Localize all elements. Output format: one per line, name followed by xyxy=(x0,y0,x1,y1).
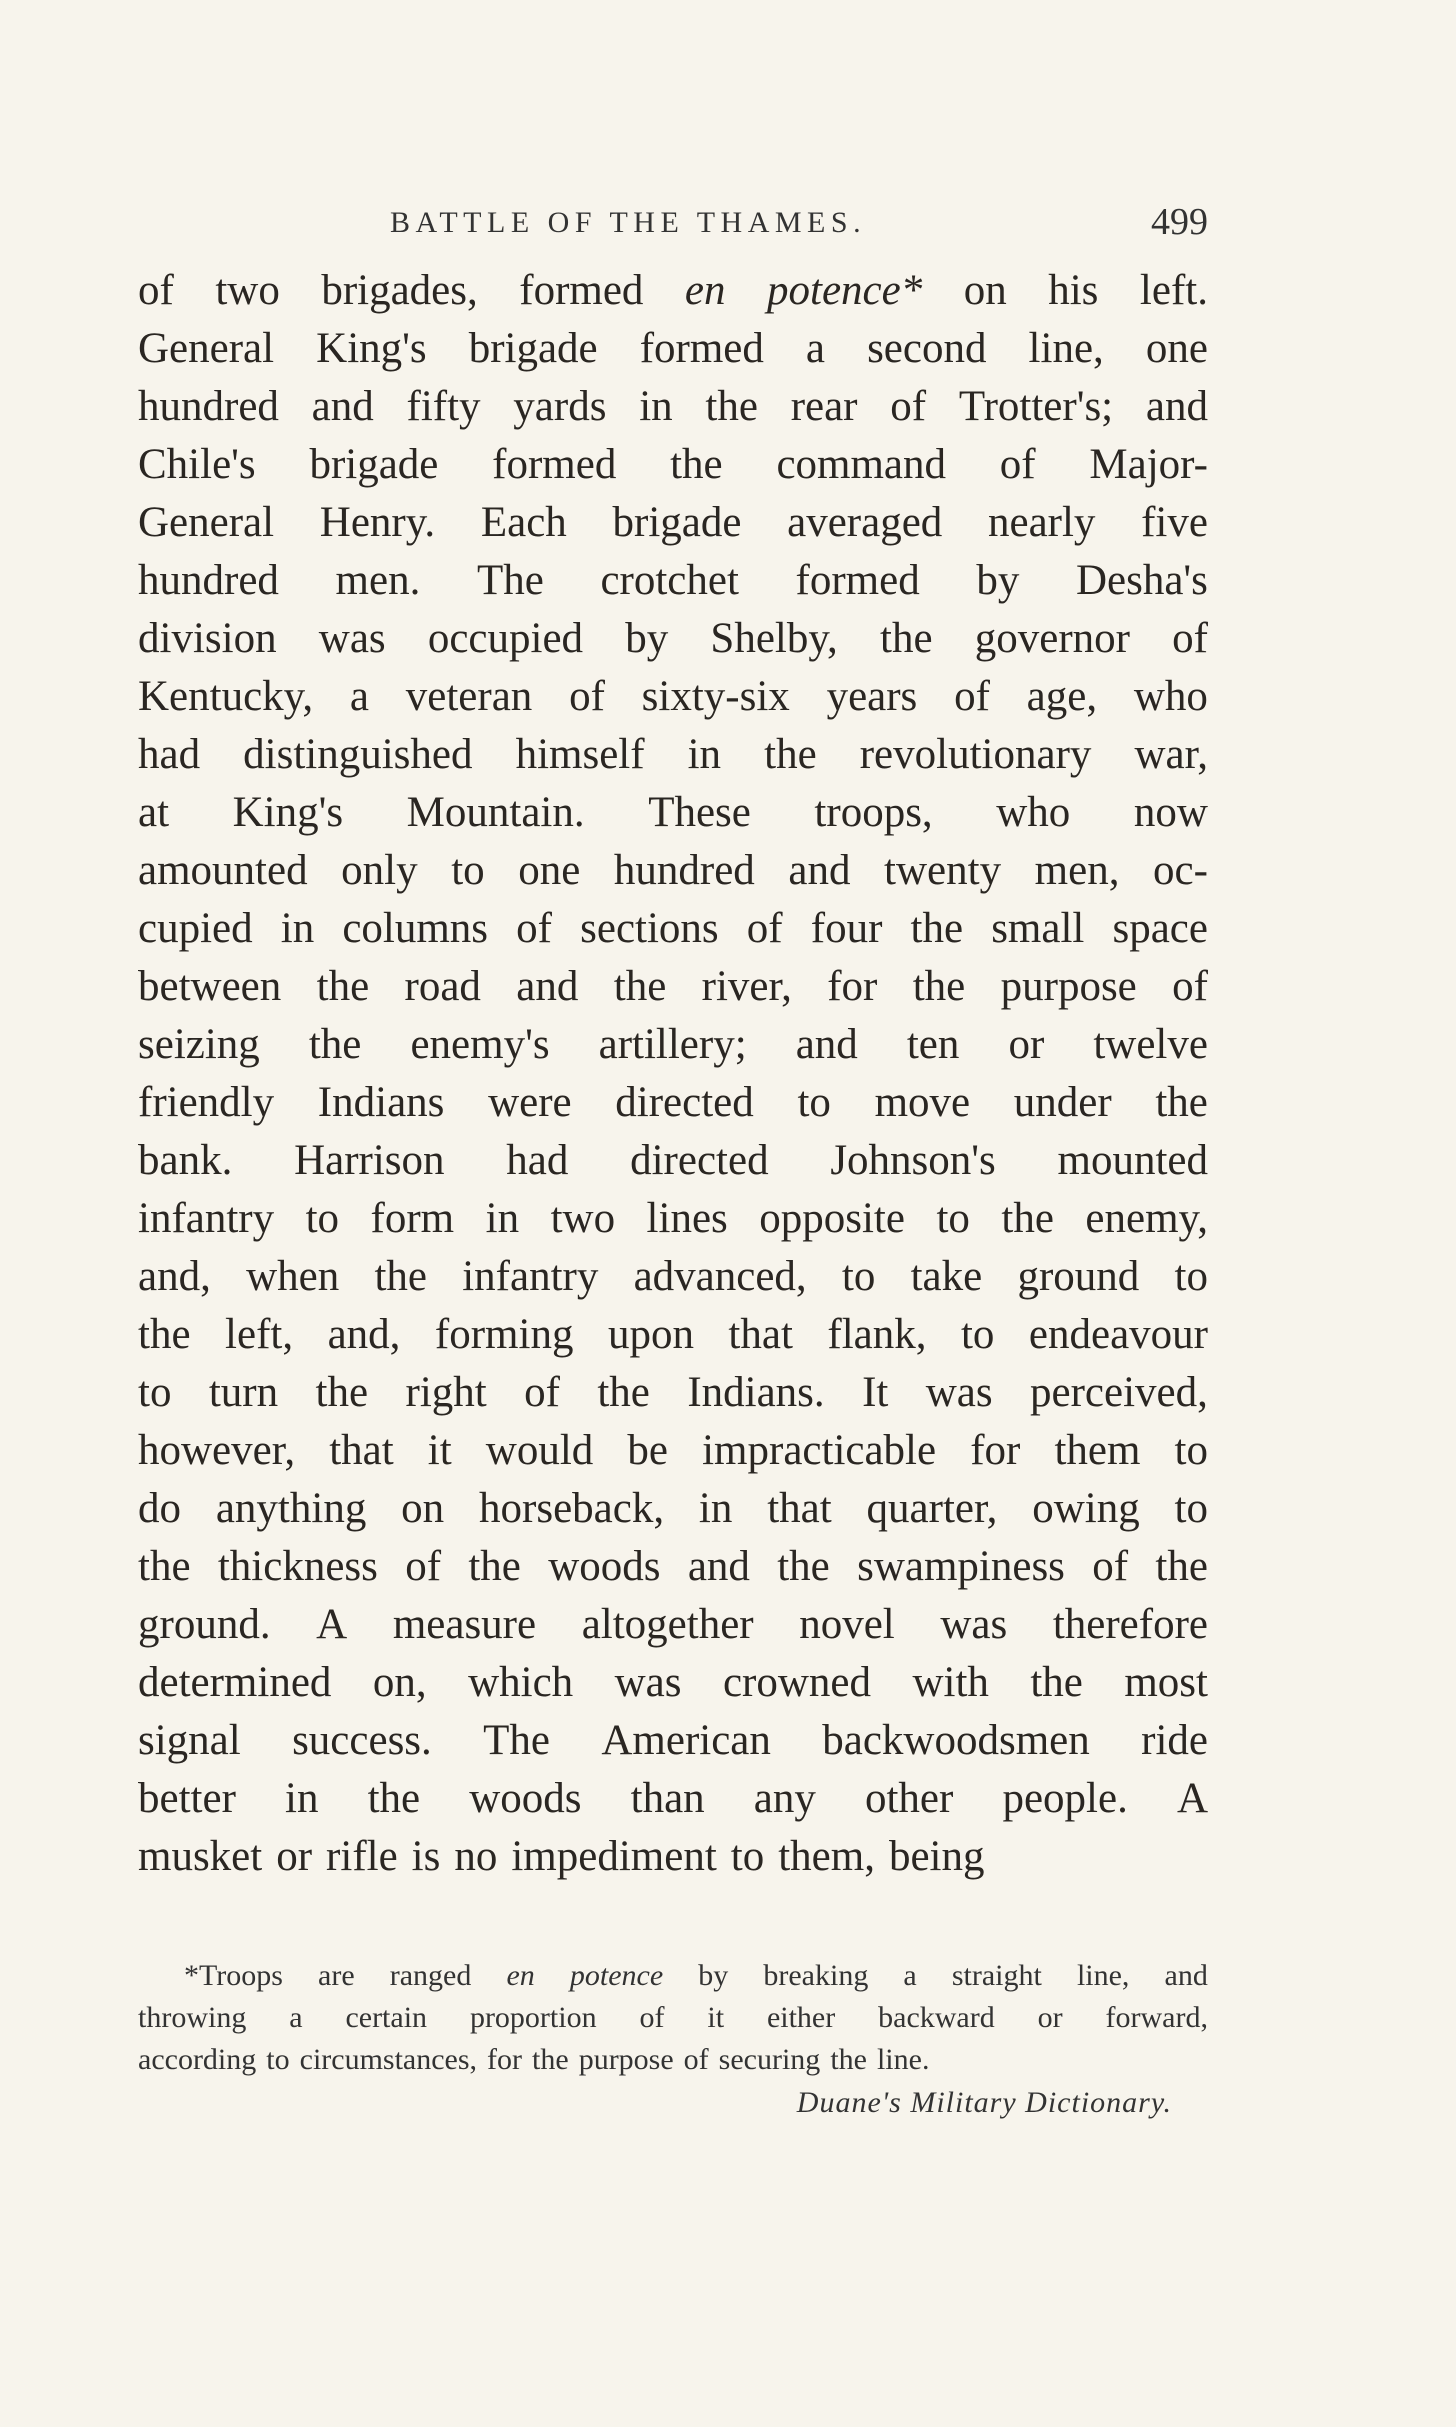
footnote-line: according to circumstances, for the purpose of securing the line. xyxy=(138,2043,930,2076)
text-line: had distinguished himself in the revolutionary war, xyxy=(138,731,1208,778)
page-number: 499 xyxy=(1151,201,1208,243)
running-head: BATTLE OF THE THAMES. xyxy=(390,206,867,239)
text-line: hundred men. The crotchet formed by Desha's xyxy=(138,557,1208,604)
text-line: cupied in columns of sections of four the small space xyxy=(138,905,1208,952)
text-line: at King's Mountain. These troops, who now xyxy=(138,789,1208,836)
text-line: determined on, which was crowned with the most xyxy=(138,1659,1208,1706)
text-line: the left, and, forming upon that flank, to endeavour xyxy=(138,1311,1208,1358)
text-line: and, when the infantry advanced, to take ground to xyxy=(138,1253,1208,1300)
text-line: better in the woods than any other people. A xyxy=(138,1775,1208,1822)
text-line: amounted only to one hundred and twenty men, oc- xyxy=(138,847,1208,894)
text-line: friendly Indians were directed to move under the xyxy=(138,1079,1208,1126)
text-line: of two brigades, formed en potence* on his left. xyxy=(138,267,1208,314)
text-line: division was occupied by Shelby, the governor of xyxy=(138,615,1208,662)
text-line: Chile's brigade formed the command of Major- xyxy=(138,441,1208,488)
text-line: signal success. The American backwoodsmen ride xyxy=(138,1717,1208,1764)
text-line: musket or rifle is no impediment to them, being xyxy=(138,1833,985,1880)
footnote-line: throwing a certain proportion of it either backward or forward, xyxy=(138,2001,1208,2034)
text-line: infantry to form in two lines opposite to the enemy, xyxy=(138,1195,1208,1242)
footnote xyxy=(138,1955,1208,2125)
text-line: the thickness of the woods and the swampiness of the xyxy=(138,1543,1208,1590)
text-line: seizing the enemy's artillery; and ten or twelve xyxy=(138,1021,1208,1068)
text-line: do anything on horseback, in that quarter, owing to xyxy=(138,1485,1208,1532)
text-line: between the road and the river, for the purpose of xyxy=(138,963,1208,1010)
text-line: to turn the right of the Indians. It was perceived, xyxy=(138,1369,1208,1416)
text-line: Kentucky, a veteran of sixty-six years of age, who xyxy=(138,673,1208,720)
text-line: ground. A measure altogether novel was therefore xyxy=(138,1601,1208,1648)
footnote-source: Duane's Military Dictionary. xyxy=(796,2086,1172,2119)
page-header xyxy=(138,202,1208,252)
text-line: however, that it would be impracticable for them to xyxy=(138,1427,1208,1474)
text-line: General Henry. Each brigade averaged nearly five xyxy=(138,499,1208,546)
text-line: hundred and fifty yards in the rear of Trotter's; and xyxy=(138,383,1208,430)
footnote-line: *Troops are ranged en potence by breaking a straight line, and xyxy=(184,1959,1208,1992)
text-line: General King's brigade formed a second line, one xyxy=(138,325,1208,372)
text-line: bank. Harrison had directed Johnson's mounted xyxy=(138,1137,1208,1184)
body-text xyxy=(138,262,1208,1886)
